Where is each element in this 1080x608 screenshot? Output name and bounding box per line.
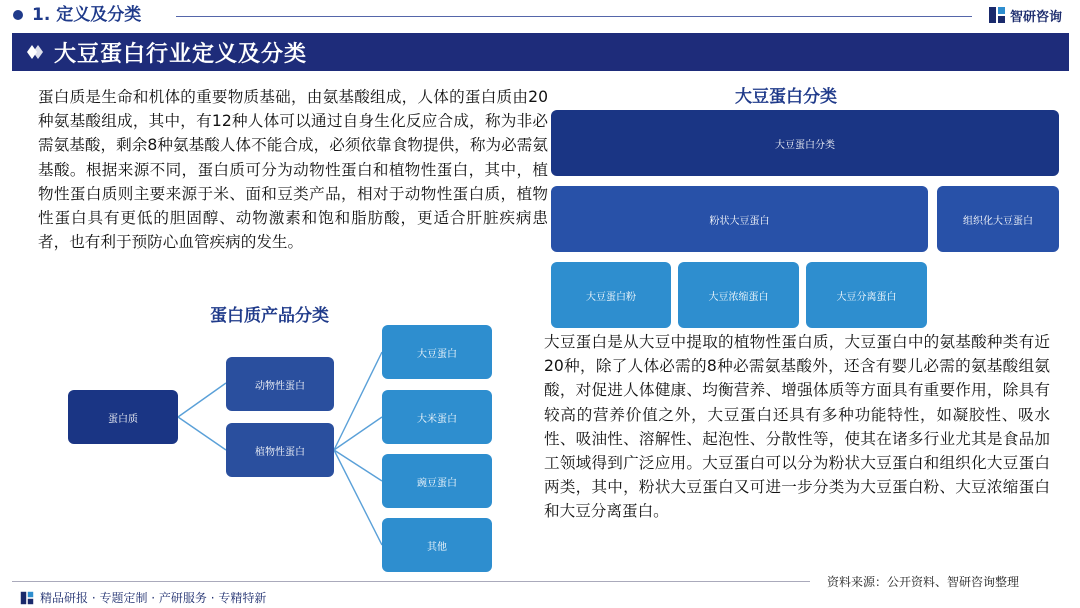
- soy-node-root: 大豆蛋白分类: [551, 110, 1059, 176]
- data-source: 资料来源：公开资料、智研咨询整理: [827, 575, 1020, 589]
- soy-node-concentrate: 大豆浓缩蛋白: [678, 262, 799, 328]
- brand-name: 智研咨询: [1010, 9, 1063, 25]
- tree-node-soy-protein: 大豆蛋白: [382, 325, 492, 379]
- brand-logo-icon: [988, 6, 1006, 24]
- protein-intro-paragraph: 蛋白质是生命和机体的重要物质基础，由氨基酸组成，人体的蛋白质由20种氨基酸组成，其中，有12种人体可以通过自身生化反应合成，称为非必需氨基酸，剩余8种氨基酸人体不能合成，必须依靠食物提供，称为必需氨基酸。根据来源不同，蛋白质可分为动物性蛋白和植物性蛋白，其中，植物性蛋白质则主要来源于米、面和豆类产品，相对于动物性蛋白质，植物性蛋白具有更低的胆固醇、动物激素和饱和脂肪酸，更适合肝脏疾病患者，也有利于预防心血管疾病的发生。: [38, 88, 548, 252]
- section-title: 1. 定义及分类: [32, 5, 142, 25]
- footer-logo-icon: [20, 591, 34, 605]
- footer-divider: [12, 581, 810, 582]
- footer-services: 精品研报 · 专题定制 · 产研服务 · 专精特新: [40, 591, 267, 605]
- footer: [20, 589, 266, 606]
- brand-logo: [988, 5, 1062, 25]
- section-bullet-icon: [13, 10, 23, 20]
- soy-protein-paragraph: 大豆蛋白是从大豆中提取的植物性蛋白质，大豆蛋白中的氨基酸种类有近20种，除了人体必需的8种必需氨基酸外，还含有婴儿必需的氨基酸组氨酸，对促进人体健康、均衡营养、增强体质等方面具有重要作用，除具有较高的营养价值之外，大豆蛋白还具有多种功能特性，如凝胶性、吸水性、吸油性、溶解性、起泡性、分散性等，使其在诸多行业尤其是食品加工领域得到广泛应用。大豆蛋白可以分为粉状大豆蛋白和组织化大豆蛋白两类，其中，粉状大豆蛋白又可进一步分类为大豆蛋白粉、大豆浓缩蛋白和大豆分离蛋白。: [544, 333, 1050, 521]
- tree-node-other: 其他: [382, 518, 492, 572]
- soy-node-textured: 组织化大豆蛋白: [937, 186, 1059, 252]
- tree-node-plant-protein: 植物性蛋白: [226, 423, 334, 477]
- header-divider: [176, 16, 972, 17]
- diamond-icon: [26, 43, 44, 61]
- page-title: 大豆蛋白行业定义及分类: [54, 41, 308, 67]
- tree-node-animal-protein: 动物性蛋白: [226, 357, 334, 411]
- soy-node-isolate: 大豆分离蛋白: [806, 262, 927, 328]
- soy-node-flour: 大豆蛋白粉: [551, 262, 671, 328]
- soy-node-powder: 粉状大豆蛋白: [551, 186, 928, 252]
- title-bar: [12, 33, 1069, 71]
- tree-node-rice-protein: 大米蛋白: [382, 390, 492, 444]
- tree-node-protein: 蛋白质: [68, 390, 178, 444]
- soy-protein-classification-title: 大豆蛋白分类: [735, 87, 837, 107]
- protein-classification-title: 蛋白质产品分类: [210, 306, 329, 326]
- tree-node-pea-protein: 豌豆蛋白: [382, 454, 492, 508]
